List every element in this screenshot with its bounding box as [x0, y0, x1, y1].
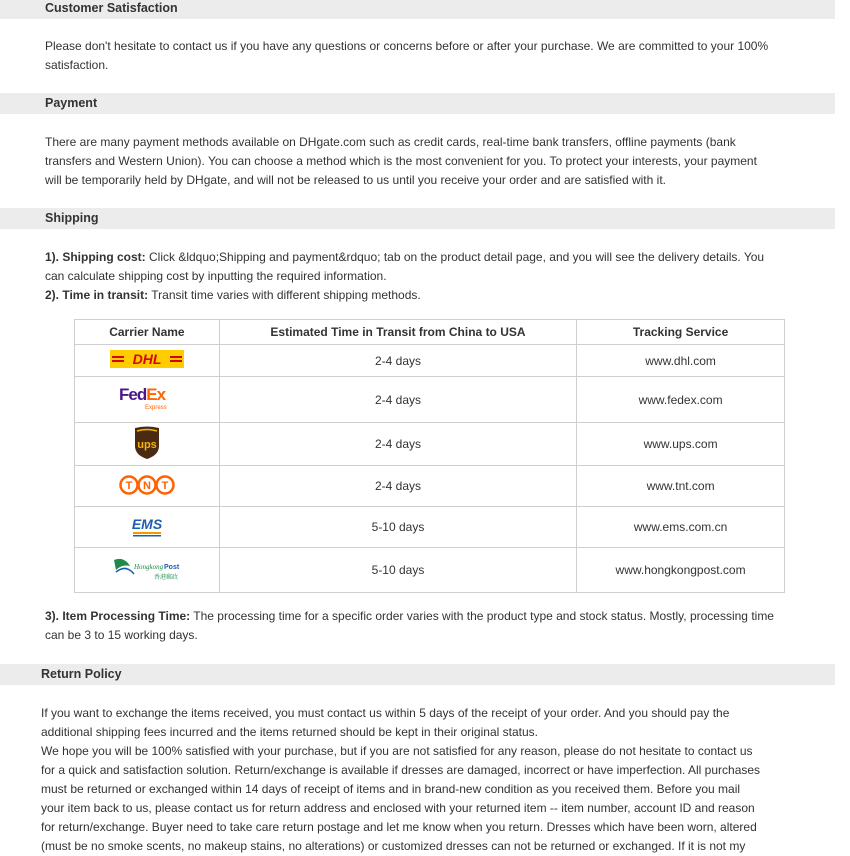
- hkpost-logo-text: Post: [163, 563, 180, 571]
- table-row: [75, 377, 785, 423]
- text-line: can calculate shipping cost by inputting the required information.: [45, 269, 387, 283]
- transit-time-cell: 2-4 days: [219, 466, 576, 507]
- shipping-cost-line: [45, 248, 835, 267]
- table-row: [75, 345, 785, 377]
- text-line: will be temporarily held by DHgate, and will not be released to us until you receive your order and are satisfied with it.: [45, 173, 666, 187]
- column-header-transit-time: Estimated Time in Transit from China to USA: [219, 320, 576, 345]
- text-line: your item back to us, please contact us for return address and enclosed with your returned item -- item number, account ID and reason: [41, 801, 755, 815]
- text-line: must be returned or exchanged within 14 days of receipt of items and in brand-new condition as you received them. Before you mail: [41, 782, 741, 796]
- column-header-carrier: Carrier Name: [75, 320, 220, 345]
- section-header-customer-satisfaction: [0, 0, 835, 19]
- shipping-text: [45, 248, 835, 305]
- text-line: for return/exchange. Buyer need to take care return postage and let me know when you return. Dresses which have been worn, altered: [41, 820, 757, 834]
- tnt-logo-icon: [119, 475, 175, 498]
- carrier-cell: [75, 423, 220, 466]
- section-header-return-policy: [0, 664, 835, 685]
- section-title: Payment: [45, 96, 98, 110]
- dhl-logo-text: DHL: [132, 351, 162, 367]
- svg-text:N: N: [142, 479, 151, 492]
- tracking-url-cell: www.dhl.com: [577, 345, 785, 377]
- transit-time-cell: 2-4 days: [219, 423, 576, 466]
- dhl-logo-icon: [110, 350, 184, 371]
- processing-time-text: [45, 607, 835, 645]
- table-row: [75, 423, 785, 466]
- carrier-cell: [75, 548, 220, 593]
- text-line: We hope you will be 100% satisfied with your purchase, but if you are not satisfied for any reason, please do not hesitate to contact us: [41, 744, 753, 758]
- table-row: [75, 507, 785, 548]
- ups-logo-text: ups: [137, 438, 157, 451]
- tracking-url-cell: www.tnt.com: [577, 466, 785, 507]
- transit-time-cell: 2-4 days: [219, 345, 576, 377]
- section-title: Customer Satisfaction: [45, 1, 178, 15]
- text-line: Please don't hesitate to contact us if you have any questions or concerns before or after your purchase. We are committed to your 100%: [45, 39, 769, 53]
- processing-label: 3). Item Processing Time:: [45, 609, 191, 623]
- tracking-url-cell: www.ems.com.cn: [577, 507, 785, 548]
- transit-label: 2). Time in transit:: [45, 288, 149, 302]
- transit-time-cell: 2-4 days: [219, 377, 576, 423]
- column-header-tracking: Tracking Service: [577, 320, 785, 345]
- payment-text: [45, 133, 835, 190]
- fedex-logo-text: FedEx: [118, 385, 165, 404]
- carrier-cell: [75, 507, 220, 548]
- fedex-logo-sub: Express: [144, 405, 167, 411]
- transit-time-cell: 5-10 days: [219, 548, 576, 593]
- text-line: additional shipping fees incurred and the items returned should be kept in their original status.: [41, 725, 538, 739]
- ems-logo-icon: [127, 513, 167, 542]
- fedex-logo-icon: [117, 384, 177, 415]
- section-header-payment: [0, 93, 835, 114]
- section-header-shipping: [0, 208, 835, 229]
- svg-text:T: T: [125, 479, 133, 492]
- text-line: There are many payment methods available on DHgate.com such as credit cards, real-time bank transfers, offline payments (bank: [45, 135, 736, 149]
- ups-logo-icon: [133, 426, 161, 463]
- text-line: can be 3 to 15 working days.: [45, 628, 198, 642]
- tracking-url-cell: www.hongkongpost.com: [577, 548, 785, 593]
- text-line: transfers and Western Union). You can choose a method which is the most convenient for you. To protect your interests, your payment: [45, 154, 757, 168]
- carrier-cell: [75, 466, 220, 507]
- tracking-url-cell: www.fedex.com: [577, 377, 785, 423]
- text-line: (must be no smoke scents, no makeup stains, no alterations) or customized dresses can not be returned or exchanged. If it is not my: [41, 839, 746, 853]
- customer-satisfaction-text: [45, 37, 825, 75]
- text-line: If you want to exchange the items received, you must contact us within 5 days of the receipt of your order. And you should pay the: [41, 706, 730, 720]
- svg-text:T: T: [161, 479, 169, 492]
- shipping-cost-text: Click &ldquo;Shipping and payment&rdquo; tab on the product detail page, and you will see the delivery details. You: [145, 250, 765, 264]
- transit-time-cell: 5-10 days: [219, 507, 576, 548]
- ems-logo-text: EMS: [131, 515, 163, 532]
- text-line: satisfaction.: [45, 58, 109, 72]
- hongkong-post-logo-icon: [110, 554, 184, 587]
- tracking-url-cell: www.ups.com: [577, 423, 785, 466]
- transit-text: Transit time varies with different shipping methods.: [148, 288, 421, 302]
- carrier-cell: [75, 377, 220, 423]
- hkpost-logo-sub: Hongkong: [133, 562, 164, 571]
- table-row: [75, 548, 785, 593]
- text-line: for a quick and satisfaction solution. Return/exchange is available if dresses are damaged, incorrect or have imperfection. All purchases: [41, 763, 761, 777]
- carrier-cell: [75, 345, 220, 377]
- shipping-cost-label: 1). Shipping cost:: [45, 250, 146, 264]
- return-policy-text: [41, 704, 841, 856]
- processing-line: [45, 607, 835, 626]
- carrier-table: [74, 319, 785, 593]
- table-header-row: [75, 320, 785, 345]
- hkpost-logo-cn: 香港郵政: [153, 573, 178, 581]
- section-title: Shipping: [45, 211, 99, 225]
- section-title: Return Policy: [41, 667, 122, 681]
- transit-line: [45, 286, 835, 305]
- table-row: [75, 466, 785, 507]
- processing-text: The processing time for a specific order varies with the product type and stock status. Mostly, processing time: [190, 609, 774, 623]
